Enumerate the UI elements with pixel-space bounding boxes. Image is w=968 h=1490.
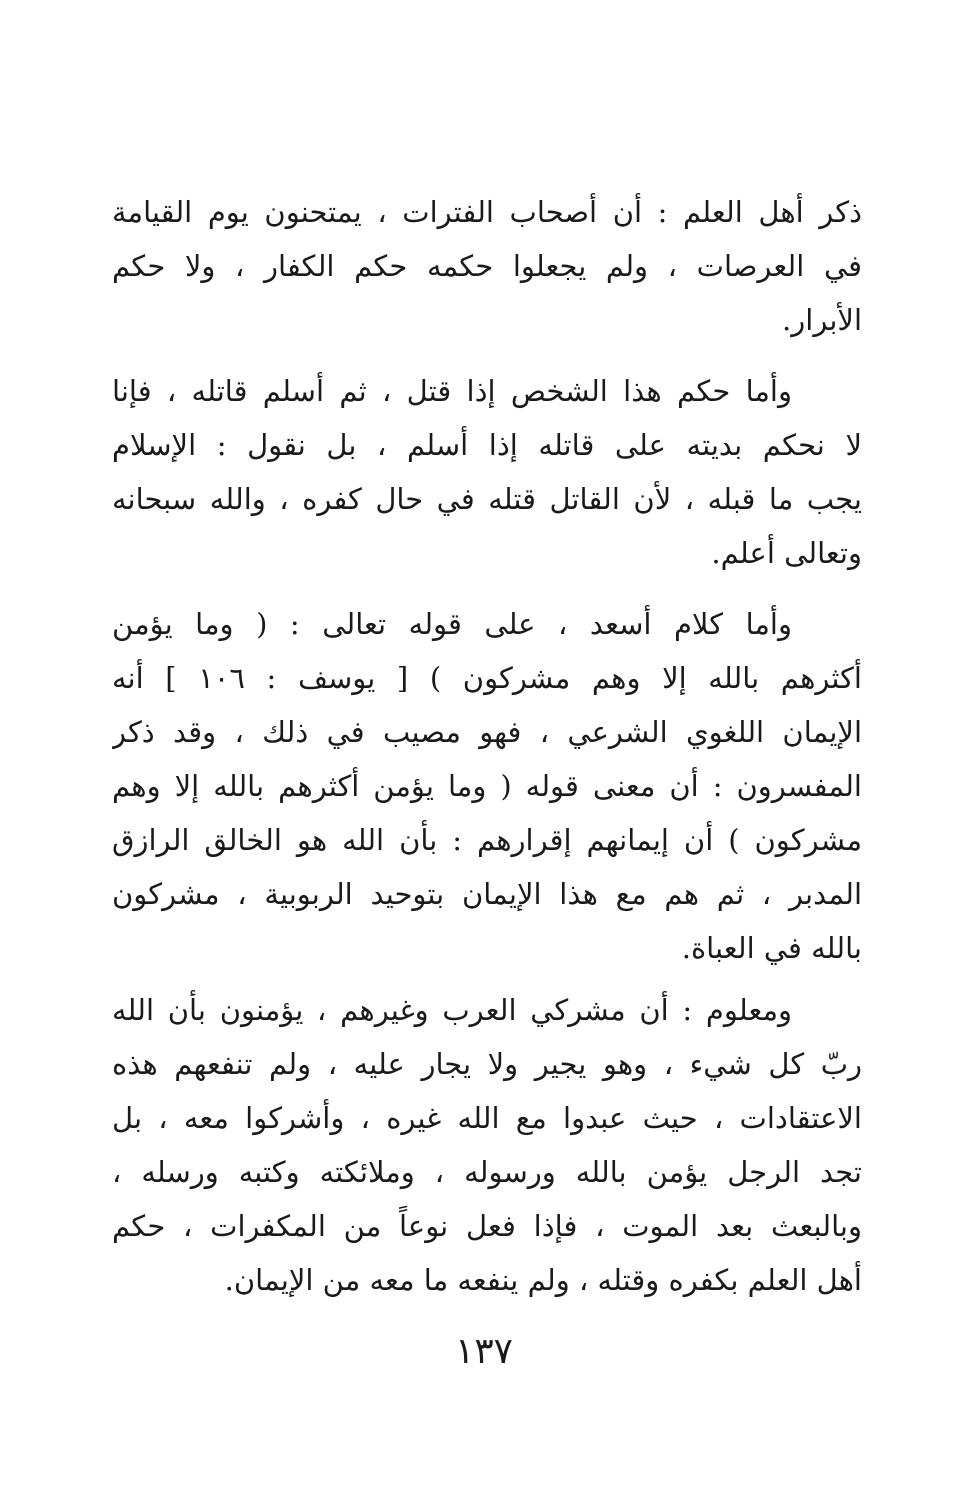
text-line: الأبرار. [782,303,862,337]
paragraph-4 [112,983,862,1307]
text-line: تجد الرجل يؤمن بالله ورسوله ، وملائكته وكتبه ورسله ، [112,1155,862,1189]
text-line: ربّ كل شيء ، وهو يجير ولا يجار عليه ، ولم تنفعهم هذه [112,1047,862,1081]
text-line: وأما كلام أسعد ، على قوله تعالى : ( وما يؤمن [112,607,792,641]
text-line: الإيمان اللغوي الشرعي ، فهو مصيب في ذلك ، وقد ذكر [112,715,862,749]
text-line: مشركون ) أن إيمانهم إقرارهم : بأن الله هو الخالق الرازق [112,823,862,857]
text-line: وتعالى أعلم. [711,536,862,570]
text-line: يجب ما قبله ، لأن القاتل قتله في حال كفره ، والله سبحانه [112,482,862,516]
text-line: بالله في العباة. [681,931,862,965]
text-line: وبالبعث بعد الموت ، فإذا فعل نوعاً من المكفرات ، حكم [112,1209,862,1243]
text-line: لا نحكم بديته على قاتله إذا أسلم ، بل نقول : الإسلام [112,428,862,462]
text-line: الاعتقادات ، حيث عبدوا مع الله غيره ، وأشركوا معه ، بل [112,1101,862,1135]
text-line: ومعلوم : أن مشركي العرب وغيرهم ، يؤمنون بأن الله [112,993,792,1027]
text-line: ذكر أهل العلم : أن أصحاب الفترات ، يمتحنون يوم القيامة [112,195,862,229]
page-number: ١٣٧ [454,1331,513,1372]
text-line: في العرصات ، ولم يجعلوا حكمه حكم الكفار ، ولا حكم [112,249,862,283]
text-line: أهل العلم بكفره وقتله ، ولم ينفعه ما معه من الإيمان. [224,1263,862,1297]
text-line: المدبر ، ثم هم مع هذا الإيمان بتوحيد الربوبية ، مشركون [112,877,862,911]
paragraph-3 [112,597,862,975]
paragraph-1 [112,185,862,347]
text-line: وأما حكم هذا الشخص إذا قتل ، ثم أسلم قاتله ، فإنا [112,374,792,408]
text-line: أكثرهم بالله إلا وهم مشركون ) [ يوسف : ١٠٦ ] أنه [112,661,862,695]
paragraph-2 [112,364,862,580]
text-line: المفسرون : أن معنى قوله ( وما يؤمن أكثرهم بالله إلا وهم [112,769,862,803]
